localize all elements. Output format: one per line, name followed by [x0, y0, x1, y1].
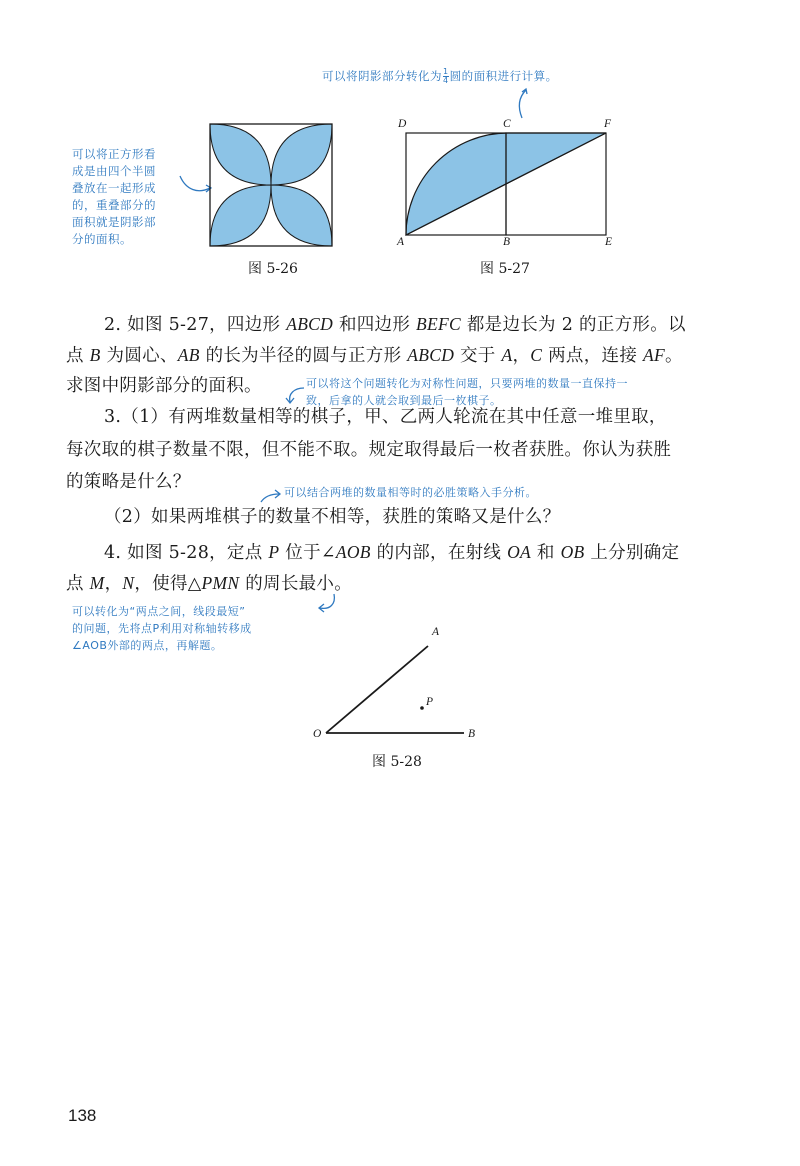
fraction-one-quarter: $\frac{1}{4}$ — [443, 67, 449, 85]
label-F: F — [604, 118, 612, 130]
label-B: B — [503, 236, 511, 248]
caption-fig28: 图 5-28 — [372, 754, 422, 770]
label-28-A: A — [432, 626, 440, 638]
label-C: C — [503, 118, 511, 130]
problem-2-line-2: 点 B 为圆心、AB 的长为半径的圆与正方形 ABCD 交于 A，C 两点，连接 AF。 — [66, 345, 683, 366]
caption-fig27: 图 5-27 — [480, 261, 530, 277]
label-28-B: B — [468, 728, 476, 740]
note-fig27: 可以将阴影部分转化为 $\frac{1}{4}$ 圆的面积进行计算。 — [322, 67, 558, 85]
figure-5-26 — [208, 122, 338, 252]
problem-3-line-2: 每次取的棋子数量不限，但不能不取。规定取得最后一枚者获胜。你认为获胜 — [66, 440, 672, 460]
caption-fig26: 图 5-26 — [248, 261, 298, 277]
problem-3-line-1: 3.（1）有两堆数量相等的棋子，甲、乙两人轮流在其中任意一堆里取， — [104, 407, 667, 427]
note-problem-2: 可以将这个问题转化为对称性问题，只要两堆的数量一直保持一 致，后拿的人就会取到最后一枚棋子。 — [306, 377, 628, 407]
problem-4-line-2: 点 M，N，使得△PMN 的周长最小。 — [66, 573, 353, 594]
problem-2-line-1: 2. 如图 5-27，四边形 ABCD 和四边形 BEFC 都是边长为 2 的正方形。以 — [104, 314, 686, 335]
label-D: D — [398, 118, 407, 130]
point-P — [420, 706, 424, 710]
figure-5-27 — [406, 133, 616, 243]
ray-OA — [326, 646, 428, 733]
page-number: 138 — [68, 1106, 97, 1125]
petal-lower-right — [271, 185, 332, 246]
label-E: E — [605, 236, 613, 248]
note-fig26: 可以将正方形看 成是由四个半圆 叠放在一起形成 的，重叠部分的 面积就是阴影部 分的面积。 — [72, 147, 156, 246]
problem-3-line-4: （2）如果两堆棋子的数量不相等，获胜的策略又是什么？ — [104, 507, 561, 527]
note-problem-3: 可以结合两堆的数量相等时的必胜策略入手分析。 — [284, 486, 537, 499]
label-28-O: O — [313, 728, 322, 740]
petal-lower-left — [210, 185, 271, 246]
label-28-P: P — [426, 696, 434, 708]
problem-2-line-3: 求图中阴影部分的面积。 — [66, 376, 262, 396]
problem-4-line-1: 4. 如图 5-28，定点 P 位于∠AOB 的内部，在射线 OA 和 OB 上分别确定 — [104, 542, 680, 563]
note-problem-4: 可以转化为“两点之间，线段最短” 的问题，先将点P利用对称轴转移成 ∠AOB外部的两点，再解题。 — [72, 605, 252, 652]
note-arrow-top — [508, 84, 538, 124]
note-arrow-q4 — [312, 592, 342, 616]
figure-5-28 — [320, 640, 480, 750]
label-A: A — [397, 236, 405, 248]
problem-3-line-3: 的策略是什么？ — [66, 472, 191, 492]
